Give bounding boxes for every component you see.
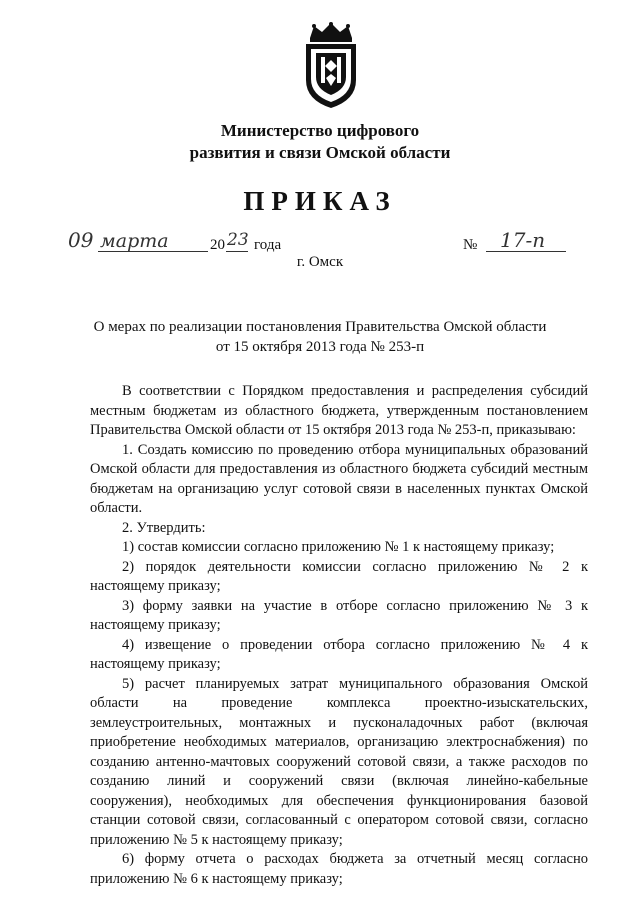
document-subject	[0, 317, 640, 357]
number-underline	[486, 251, 566, 252]
subject-line-1: О мерах по реализации постановления Правительства Омской области	[93, 319, 547, 335]
date-year-suffix: 23	[227, 230, 249, 250]
organization-line-2: развития и связи Омской области	[189, 143, 451, 162]
paragraph-preamble: В соответствии с Порядком предоставления и распределения субсидий местным бюджетам из областного бюджета, утвержденным постановлением Правительства Омской области от 15 октября 2013 года № 253-п, приказываю:	[90, 383, 588, 438]
date-underline	[98, 251, 208, 252]
number-sign: №	[463, 237, 478, 253]
paragraph-subitem-4: 4) извещение о проведении отбора согласно приложению № 4 к настоящему приказу;	[90, 636, 588, 672]
date-word: года	[254, 237, 282, 253]
year-underline	[226, 251, 248, 252]
organization-line-1: Министерство цифрового	[220, 121, 420, 140]
paragraph-subitem-2: 2) порядок деятельности комиссии согласно приложению № 2 к настоящему приказу;	[90, 558, 588, 594]
coat-of-arms-emblem	[300, 22, 362, 110]
date-year-prefix: 20	[210, 237, 225, 253]
paragraph-subitem-6: 6) форму отчета о расходах бюджета за отчетный месяц согласно приложению № 6 к настоящему приказу;	[90, 851, 588, 887]
paragraph-subitem-5: 5) расчет планируемых затрат муниципального образования Омской области на проведение комплекса проектно-изыскательских, землеустроительных, монтажных и пусконаладочных работ (включая приобретение необходимых материалов, организацию электроснабжения) по созданию антенно-мачтовых сооружений сотовой связи, а также расходов по созданию линий и сооружений связи (включая линейно-кабельные сооружения), необходимых для обеспечения функционирования базовой станции сотовой связи, согласованный с оператором сотовой связи, согласно приложению № 5 к настоящему приказу;	[90, 675, 588, 848]
document-body	[90, 382, 588, 889]
date-day: 09	[68, 228, 94, 252]
date-month: марта	[100, 230, 169, 252]
paragraph-item-1: 1. Создать комиссию по проведению отбора муниципальных образований Омской области для предоставления из областного бюджета субсидий местным бюджетам на организацию услуг сотовой связи в населенных пунктах Омской области.	[90, 441, 588, 516]
paragraph-subitem-1: 1) состав комиссии согласно приложению № 1 к настоящему приказу;	[122, 539, 555, 555]
paragraph-subitem-3: 3) форму заявки на участие в отборе согласно приложению № 3 к настоящему приказу;	[90, 597, 588, 633]
document-title: ПРИКАЗ	[243, 186, 397, 216]
paragraph-item-2: 2. Утвердить:	[122, 519, 206, 536]
document-number: 17-п	[500, 228, 546, 252]
organization-name	[0, 120, 640, 164]
date-number-row	[60, 228, 580, 256]
subject-line-2: от 15 октября 2013 года № 253-п	[215, 339, 425, 355]
city: г. Омск	[296, 254, 344, 270]
